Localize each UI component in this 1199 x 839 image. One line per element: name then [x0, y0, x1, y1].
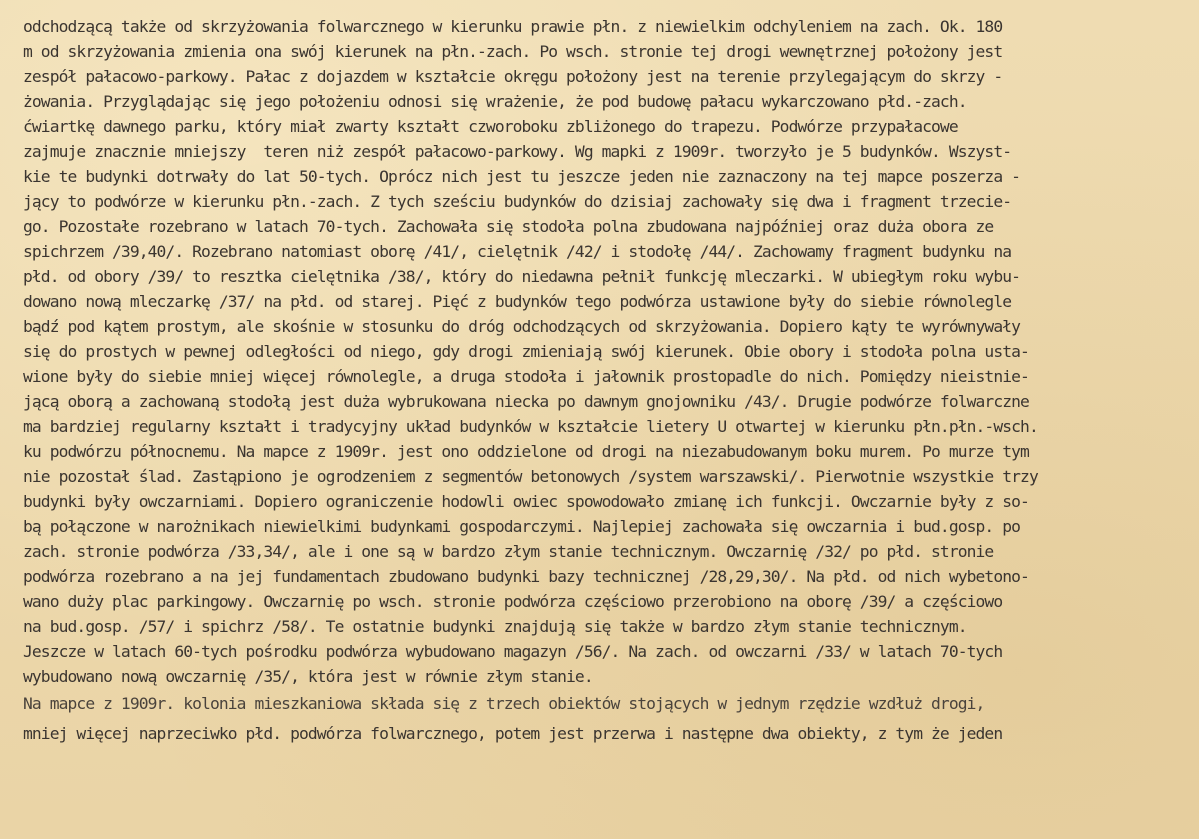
- text-line-14: się do prostych w pewnej odległości od niego, gdy drogi zmieniają swój kierunek. Obie obory i stodoła polna usta-: [23, 342, 1029, 361]
- text-line-17: ma bardziej regularny kształt i tradycyjny układ budynków w kształcie lietery U otwartej w kierunku płn.płn.-wsch.: [23, 417, 1038, 436]
- text-line-1: odchodzącą także od skrzyżowania folwarcznego w kierunku prawie płn. z niewielkim odchyleniem na zach. Ok. 180: [23, 17, 1003, 36]
- text-line-11: płd. od obory /39/ to resztka cielętnika /38/, który do niedawna pełnił funkcję mleczarki. W ubiegłym roku wybu-: [23, 267, 1021, 286]
- text-line-29: mniej więcej naprzeciwko płd. podwórza folwarcznego, potem jest przerwa i następne dwa obiekty, z tym że jeden: [23, 724, 1003, 743]
- text-line-5: ćwiartkę dawnego parku, który miał zwarty kształt czworoboku zbliżonego do trapezu. Podwórze przypałacowe: [23, 117, 958, 136]
- text-line-16: jącą oborą a zachowaną stodołą jest duża wybrukowana niecka po dawnym gnojowniku /43/. Drugie podwórze folwarczne: [23, 392, 1029, 411]
- text-line-24: wano duży plac parkingowy. Owczarnię po wsch. stronie podwórza częściowo przerobiono na oborę /39/ a częściowo: [23, 592, 1003, 611]
- typewritten-text-body: [23, 14, 1183, 746]
- text-line-2: m od skrzyżowania zmienia ona swój kierunek na płn.-zach. Po wsch. stronie tej drogi wewnętrznej położony jest: [23, 42, 1003, 61]
- text-line-9: go. Pozostałe rozebrano w latach 70-tych. Zachowała się stodoła polna zbudowana najpóźniej oraz duża obora ze: [23, 217, 994, 236]
- text-line-4: żowania. Przyglądając się jego położeniu odnosi się wrażenie, że pod budowę pałacu wykarczowano płd.-zach.: [23, 92, 967, 111]
- text-line-6: zajmuje znacznie mniejszy teren niż zespół pałacowo-parkowy. Wg mapki z 1909r. tworzyło je 5 budynków. Wszyst-: [23, 142, 1012, 161]
- text-line-22: zach. stronie podwórza /33,34/, ale i one są w bardzo złym stanie technicznym. Owczarnię /32/ po płd. stronie: [23, 542, 994, 561]
- text-line-18: ku podwórzu północnemu. Na mapce z 1909r. jest ono oddzielone od drogi na niezabudowanym boku murem. Po murze tym: [23, 442, 1029, 461]
- text-line-12: dowano nową mleczarkę /37/ na płd. od starej. Pięć z budynków tego podwórza ustawione były do siebie równolegle: [23, 292, 1012, 311]
- text-line-26: Jeszcze w latach 60-tych pośrodku podwórza wybudowano magazyn /56/. Na zach. od owczarni /33/ w latach 70-tych: [23, 642, 1003, 661]
- text-line-19: nie pozostał ślad. Zastąpiono je ogrodzeniem z segmentów betonowych /system warszawski/. Pierwotnie wszystkie trzy: [23, 467, 1038, 486]
- text-line-7: kie te budynki dotrwały do lat 50-tych. Oprócz nich jest tu jeszcze jeden nie zaznaczony na tej mapce poszerza -: [23, 167, 1021, 186]
- text-line-20: budynki były owczarniami. Dopiero ograniczenie hodowli owiec spowodowało zmianę ich funkcji. Owczarnie były z so-: [23, 492, 1029, 511]
- text-line-28: Na mapce z 1909r. kolonia mieszkaniowa składa się z trzech obiektów stojących w jednym rzędzie wzdłuż drogi,: [23, 694, 985, 713]
- text-line-3: zespół pałacowo-parkowy. Pałac z dojazdem w kształcie okręgu położony jest na terenie przylegającym do skrzy -: [23, 67, 1003, 86]
- text-line-13: bądź pod kątem prostym, ale skośnie w stosunku do dróg odchodzących od skrzyżowania. Dopiero kąty te wyrównywały: [23, 317, 1021, 336]
- text-line-25: na bud.gosp. /57/ i spichrz /58/. Te ostatnie budynki znajdują się także w bardzo złym stanie technicznym.: [23, 617, 967, 636]
- text-line-8: jący to podwórze w kierunku płn.-zach. Z tych sześciu budynków do dzisiaj zachowały się dwa i fragment trzecie-: [23, 192, 1012, 211]
- text-line-21: bą połączone w narożnikach niewielkimi budynkami gospodarczymi. Najlepiej zachowała się owczarnia i bud.gosp. po: [23, 517, 1021, 536]
- text-line-10: spichrzem /39,40/. Rozebrano natomiast oborę /41/, cielętnik /42/ i stodołę /44/. Zachowamy fragment budynku na: [23, 242, 1012, 261]
- text-line-15: wione były do siebie mniej więcej równolegle, a druga stodoła i jałownik prostopadle do nich. Pomiędzy nieistnie-: [23, 367, 1029, 386]
- text-line-27: wybudowano nową owczarnię /35/, która jest w równie złym stanie.: [23, 667, 593, 686]
- text-line-23: podwórza rozebrano a na jej fundamentach zbudowano budynki bazy technicznej /28,29,30/. Na płd. od nich wybetono-: [23, 567, 1029, 586]
